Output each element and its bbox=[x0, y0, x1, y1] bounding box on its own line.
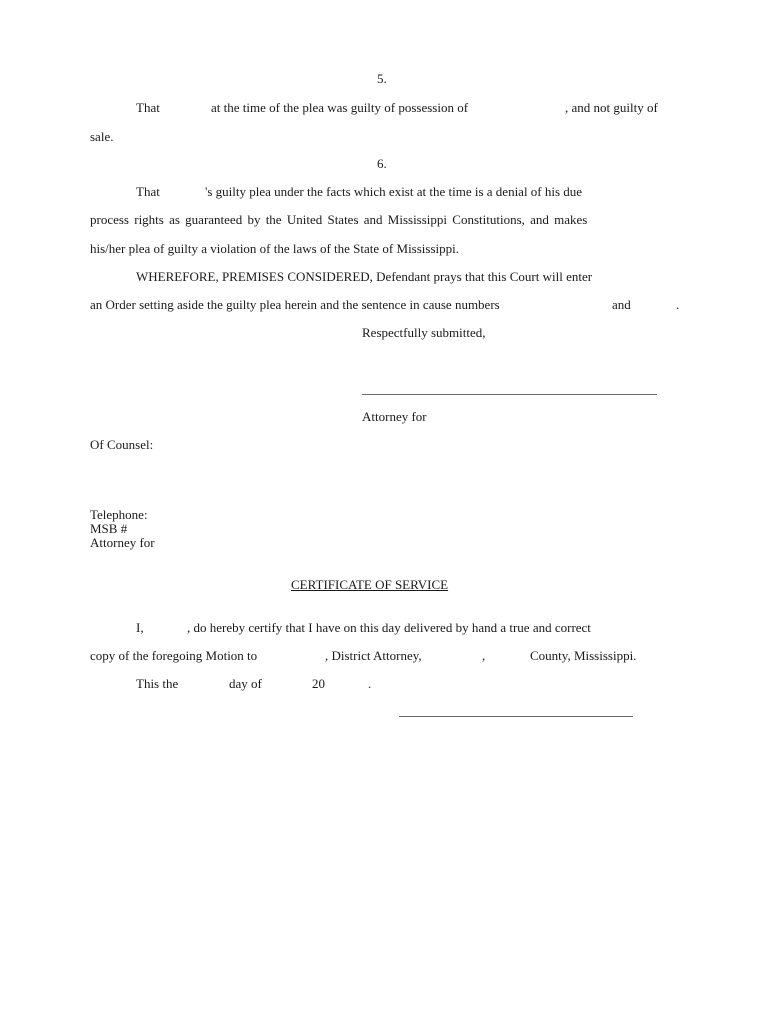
certificate-comma: , bbox=[482, 648, 486, 663]
certificate-day-of: day of bbox=[229, 676, 262, 691]
certificate-line1: , do hereby certify that I have on this day delivered by hand a true and correct bbox=[187, 620, 591, 635]
wherefore-period: . bbox=[676, 297, 680, 312]
para5-not-guilty-text: , and not guilty of bbox=[565, 100, 658, 115]
msb-label: MSB # bbox=[90, 521, 128, 536]
para5-sale-text: sale. bbox=[90, 129, 114, 144]
attorney-signature-line[interactable] bbox=[362, 394, 657, 395]
of-counsel-label: Of Counsel: bbox=[90, 437, 154, 452]
certificate-title: CERTIFICATE OF SERVICE bbox=[291, 577, 449, 592]
certificate-signature-line[interactable] bbox=[399, 716, 633, 717]
certificate-end-period: . bbox=[368, 676, 372, 691]
para6-line1: 's guilty plea under the facts which exist at the time is a denial of his due bbox=[205, 184, 583, 199]
wherefore-line1: WHEREFORE, PREMISES CONSIDERED, Defendant prays that this Court will enter bbox=[136, 269, 593, 284]
para5-that: That bbox=[136, 100, 160, 115]
signature-attorney-for: Attorney for bbox=[362, 409, 427, 424]
telephone-label: Telephone: bbox=[90, 507, 148, 522]
counsel-attorney-for: Attorney for bbox=[90, 535, 155, 550]
para5-guilty-text: at the time of the plea was guilty of possession of bbox=[211, 100, 469, 115]
certificate-i: I, bbox=[136, 620, 144, 635]
wherefore-and: and bbox=[612, 297, 631, 312]
para6-line3: his/her plea of guilty a violation of the laws of the State of Mississippi. bbox=[90, 241, 460, 256]
wherefore-line2: an Order setting aside the guilty plea herein and the sentence in cause numbers bbox=[90, 297, 500, 312]
respectfully-submitted: Respectfully submitted, bbox=[362, 325, 486, 340]
paragraph-number-6: 6. bbox=[377, 156, 387, 171]
para6-that: That bbox=[136, 184, 160, 199]
paragraph-number-5: 5. bbox=[377, 71, 387, 86]
certificate-district-attorney: , District Attorney, bbox=[325, 648, 422, 663]
para6-line2: process rights as guaranteed by the United States and Mississippi Constitutions, and makes bbox=[90, 212, 588, 227]
certificate-year-prefix: 20 bbox=[312, 676, 325, 691]
certificate-copy-text: copy of the foregoing Motion to bbox=[90, 648, 258, 663]
certificate-county: County, Mississippi. bbox=[530, 648, 637, 663]
certificate-this-the: This the bbox=[136, 676, 179, 691]
